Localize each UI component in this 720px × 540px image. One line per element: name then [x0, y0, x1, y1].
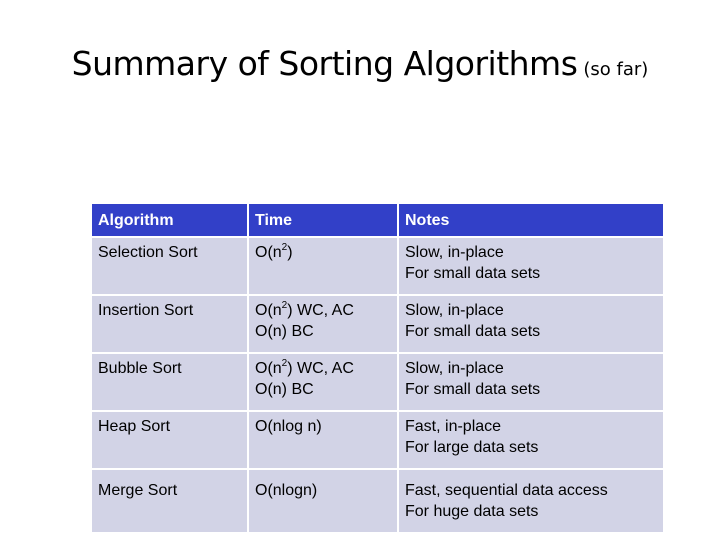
algorithm-cell: Insertion Sort: [91, 295, 248, 353]
table-row: [91, 469, 664, 533]
time-line: O(n) BC: [255, 381, 314, 398]
time-text: ) WC, AC: [287, 360, 354, 377]
time-line: O(nlog n): [255, 418, 322, 435]
title-main: Summary of Sorting Algorithms: [71, 44, 578, 83]
notes-line: Slow, in-place: [405, 302, 504, 319]
notes-line: For small data sets: [405, 323, 541, 340]
header-algorithm: Algorithm: [91, 203, 248, 237]
notes-line: For large data sets: [405, 439, 539, 456]
table-row: [91, 411, 664, 469]
time-exponent: 2: [281, 358, 288, 369]
table-row: [91, 237, 664, 295]
header-notes: Notes: [398, 203, 664, 237]
algorithm-cell: Bubble Sort: [91, 353, 248, 411]
time-exponent: 2: [281, 242, 288, 253]
time-text: O(n: [255, 302, 282, 319]
time-line: [255, 300, 391, 321]
time-exponent: 2: [281, 300, 288, 311]
time-cell: [248, 411, 398, 469]
title-subtitle: (so far): [583, 59, 649, 80]
table-row: [91, 295, 664, 353]
notes-cell: [398, 295, 664, 353]
time-text: O(n: [255, 360, 282, 377]
notes-cell: [398, 469, 664, 533]
notes-line: For small data sets: [405, 381, 541, 398]
time-line: O(n) BC: [255, 323, 314, 340]
algorithm-cell: Heap Sort: [91, 411, 248, 469]
notes-cell: [398, 353, 664, 411]
time-cell: [248, 353, 398, 411]
time-text: ) WC, AC: [287, 302, 354, 319]
time-line: [255, 242, 391, 263]
algorithm-cell: Merge Sort: [91, 469, 248, 533]
notes-cell: [398, 411, 664, 469]
notes-cell: [398, 237, 664, 295]
header-time: Time: [248, 203, 398, 237]
algorithm-cell: Selection Sort: [91, 237, 248, 295]
notes-line: For small data sets: [405, 265, 541, 282]
table-row: [91, 353, 664, 411]
notes-line: Slow, in-place: [405, 360, 504, 377]
notes-line: For huge data sets: [405, 503, 539, 520]
slide-title: [0, 44, 720, 83]
sorting-summary-table: [90, 202, 665, 534]
time-cell: [248, 237, 398, 295]
time-cell: [248, 469, 398, 533]
time-line: O(nlogn): [255, 482, 318, 499]
time-text: O(n: [255, 244, 282, 261]
time-line: [255, 358, 391, 379]
time-cell: [248, 295, 398, 353]
notes-line: Slow, in-place: [405, 244, 504, 261]
time-text: ): [287, 244, 293, 261]
notes-line: Fast, sequential data access: [405, 482, 608, 499]
notes-line: Fast, in-place: [405, 418, 502, 435]
table-header-row: [91, 203, 664, 237]
